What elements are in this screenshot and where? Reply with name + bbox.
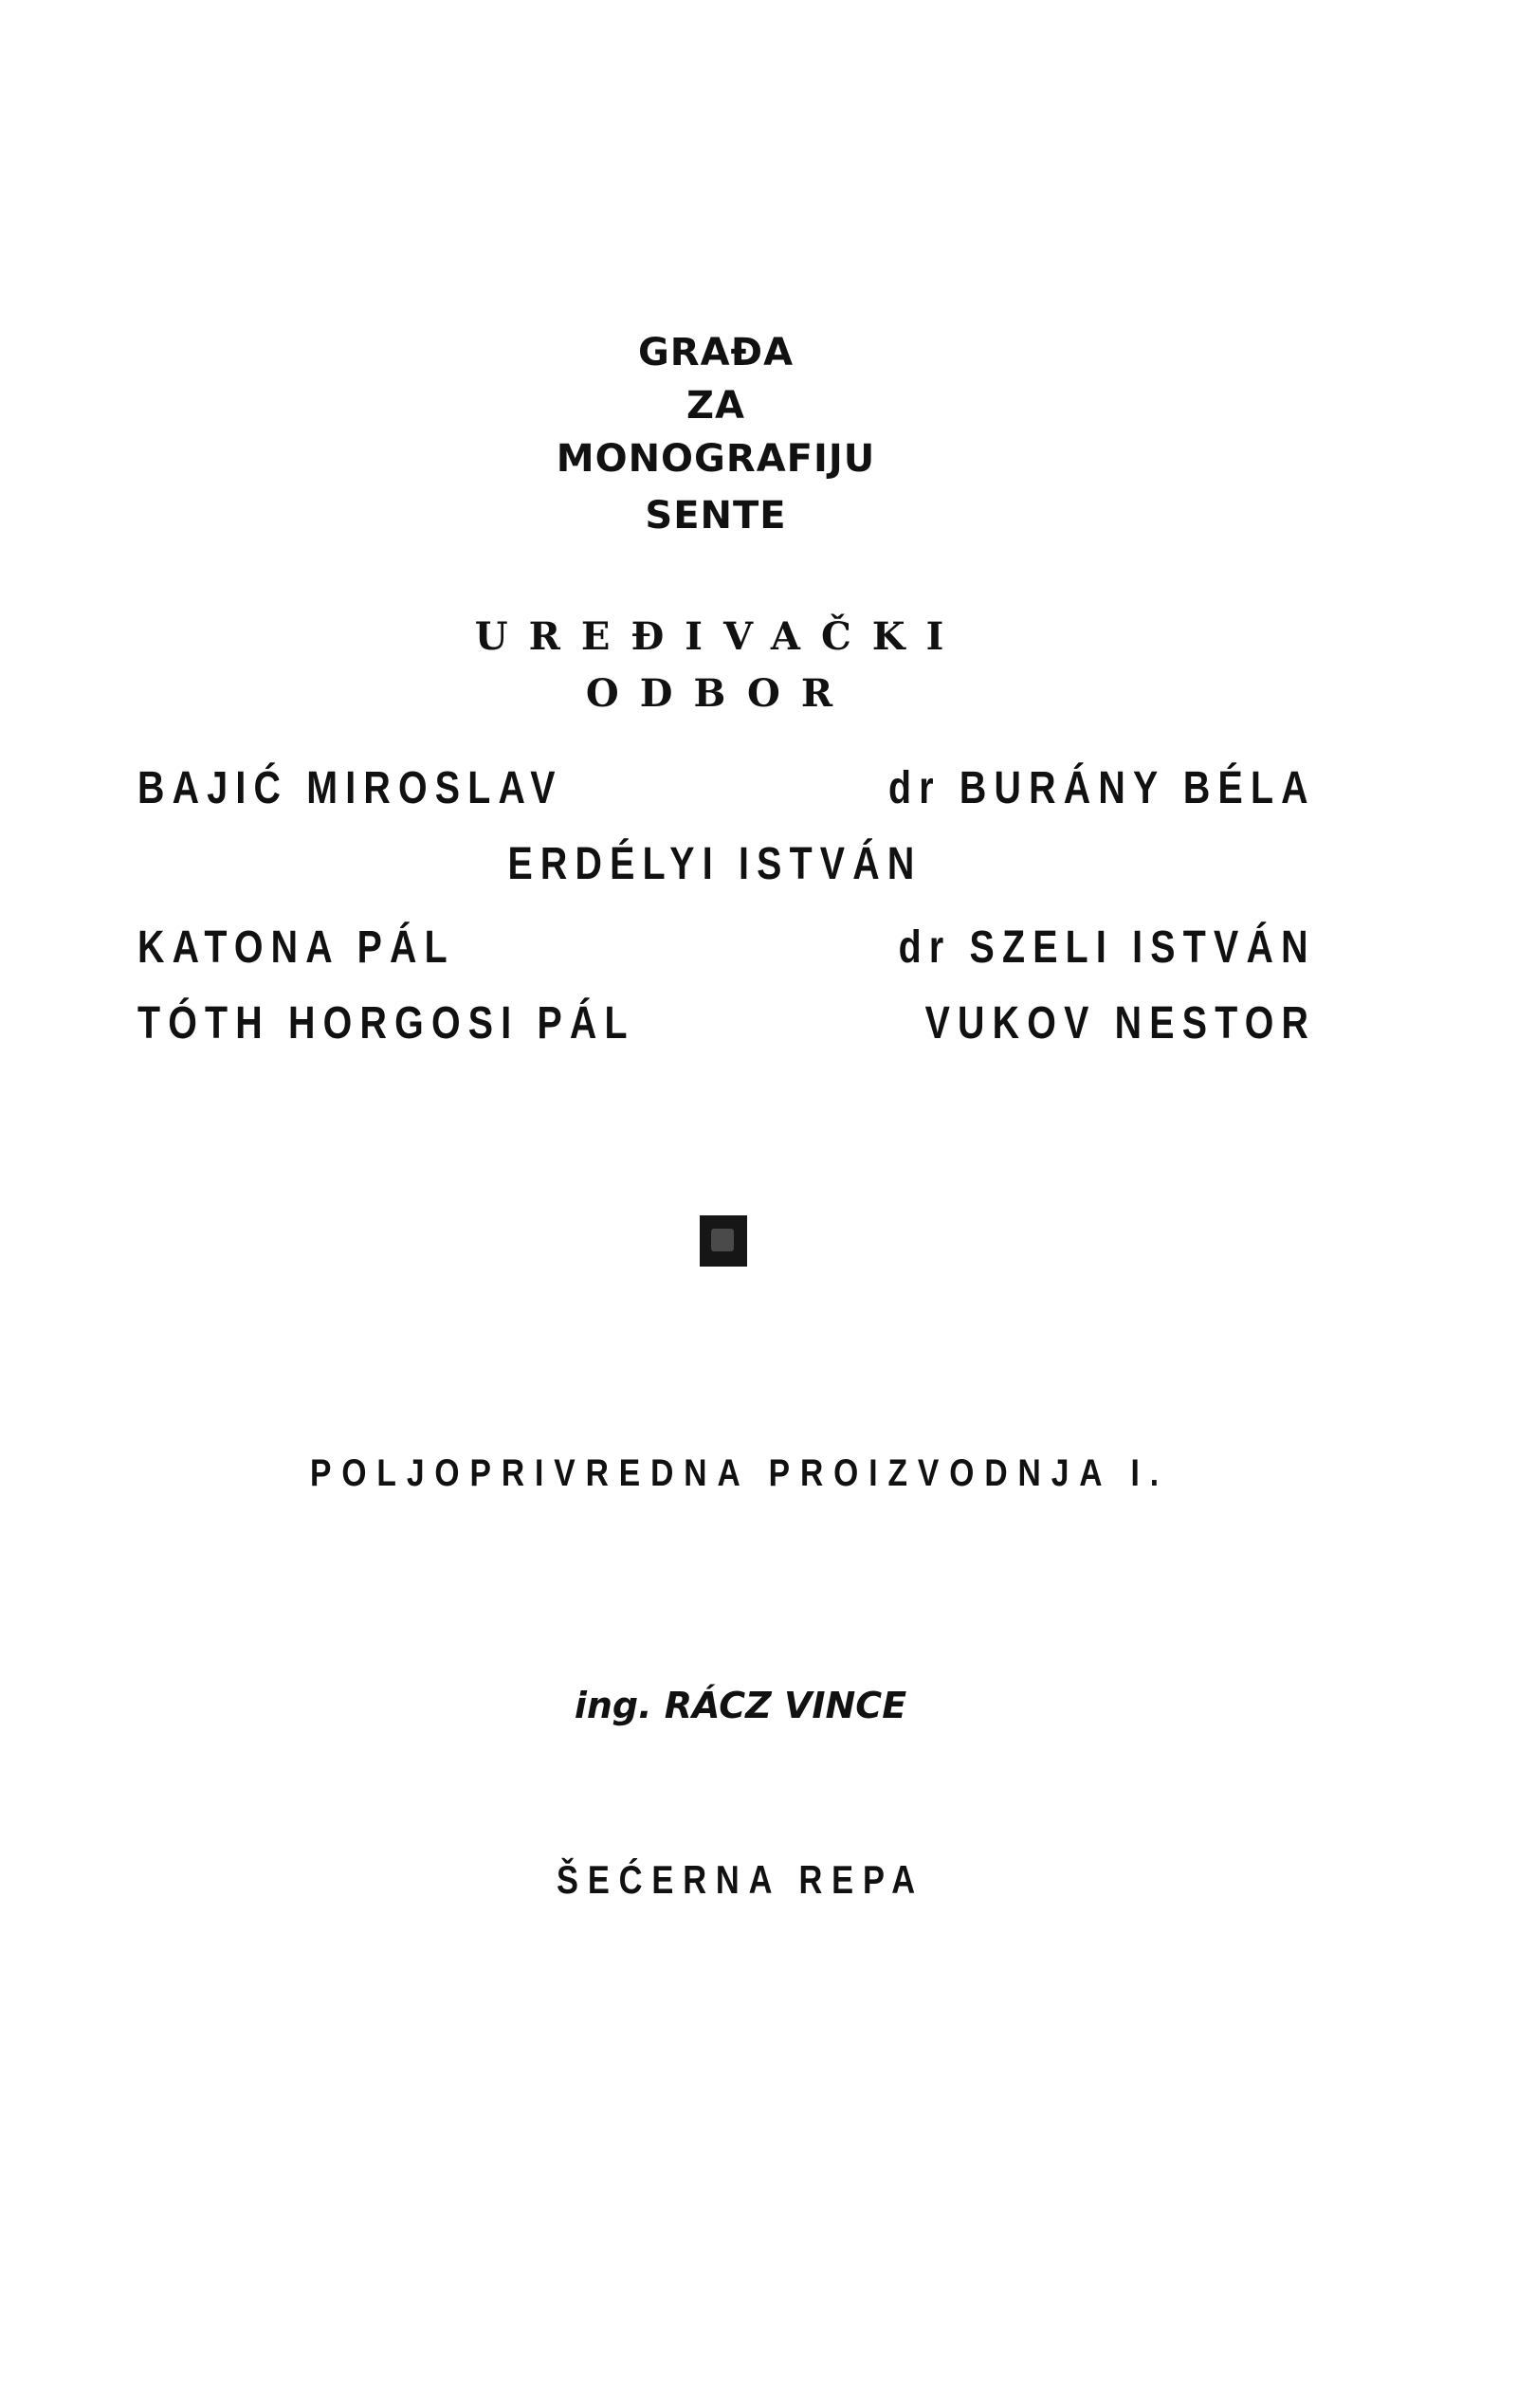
member-toth-horgosi-pal: TÓTH HORGOSI PÁL [137, 998, 635, 1049]
member-erdelyi-istvan: ERDÉLYI ISTVÁN [507, 839, 923, 889]
series-title-line-2: ZA [686, 384, 745, 428]
series-title-line-3: MONOGRAFIJU [556, 437, 876, 481]
board-title-line-2: ODBOR [585, 671, 854, 716]
member-bajic-miroslav: BAJIĆ MIROSLAV [137, 763, 563, 813]
board-title-line-1: UREĐIVAČKI [474, 614, 965, 659]
section-title: POLJOPRIVREDNA PROIZVODNJA I. [309, 1452, 1170, 1494]
member-vukov-nestor: VUKOV NESTOR [924, 998, 1316, 1049]
series-title-line-1: GRAĐA [637, 331, 795, 374]
author-name: ing. RÁCZ VINCE [574, 1685, 907, 1726]
book-subject: ŠEĆERNA REPA [557, 1857, 924, 1902]
series-title-line-4: SENTE [645, 494, 787, 538]
member-katona-pal: KATONA PÁL [137, 922, 455, 973]
member-burany-bela: dr BURÁNY BÉLA [888, 763, 1316, 813]
member-szeli-istvan: dr SZELI ISTVÁN [898, 922, 1316, 973]
publisher-emblem-icon [700, 1215, 747, 1267]
